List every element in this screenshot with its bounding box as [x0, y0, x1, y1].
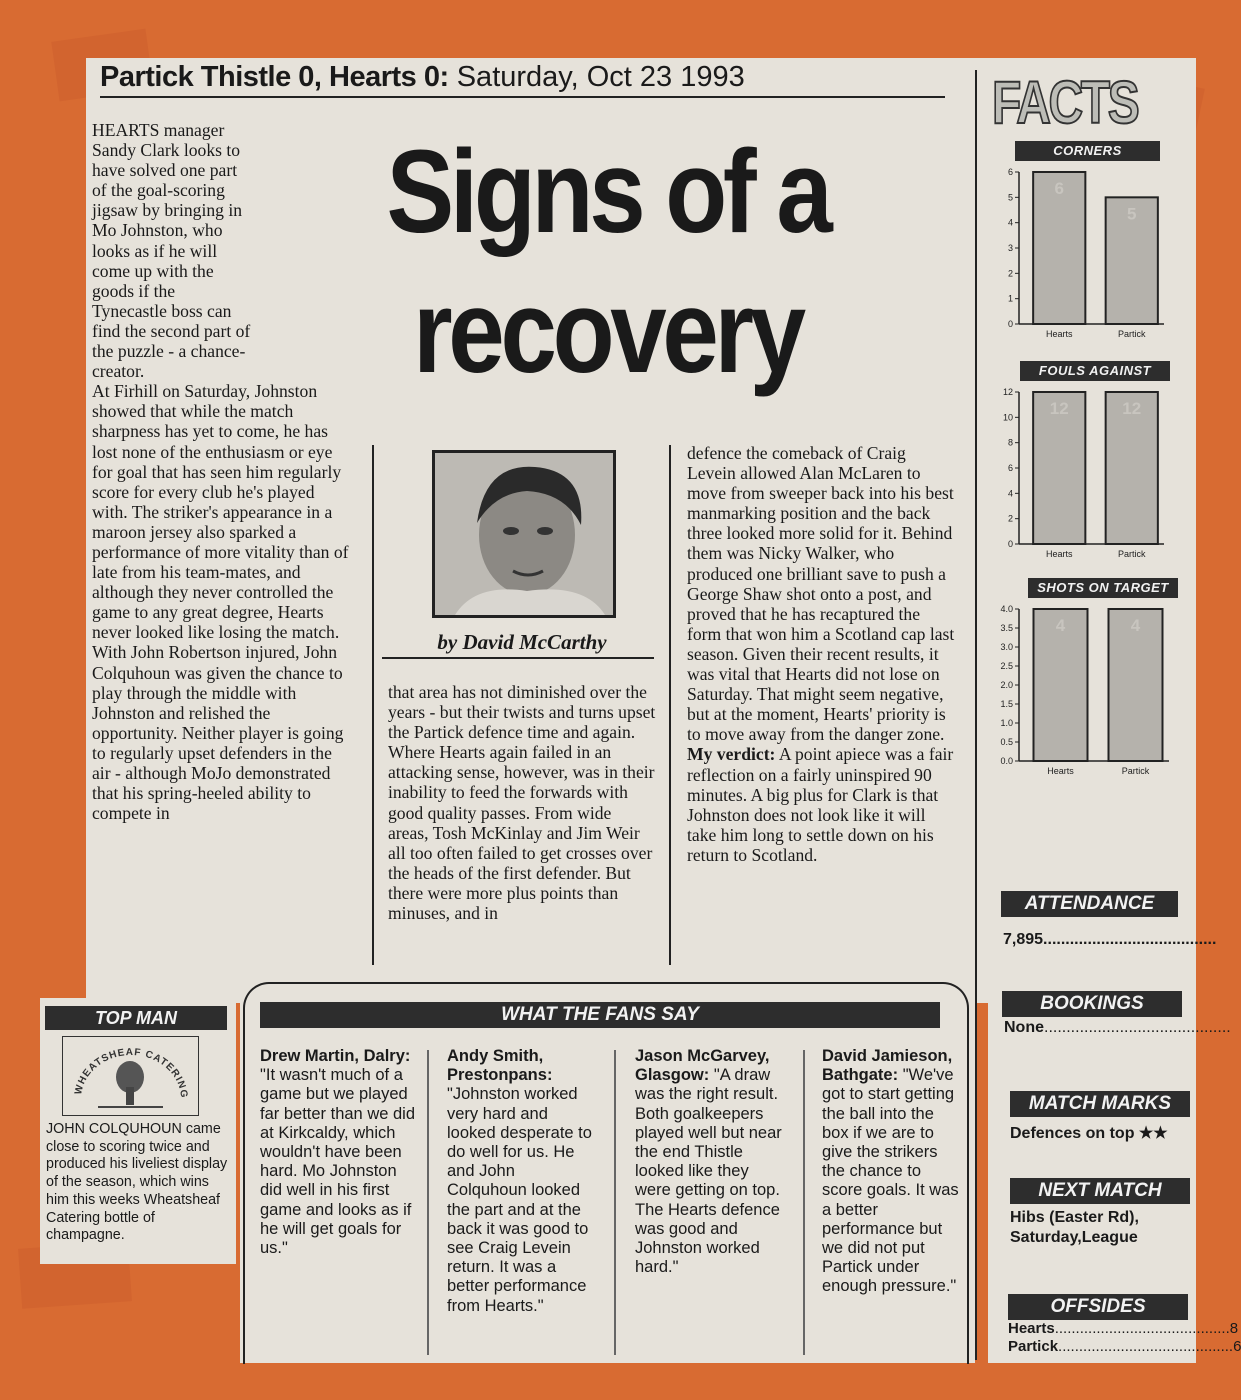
y-tick-label: 10: [1002, 412, 1013, 423]
y-tick-label: 1.0: [1000, 718, 1013, 728]
fan-3-name: Jason McGarvey, Glasgow:: [635, 1047, 770, 1085]
attendance-dots: .......................................: [1043, 931, 1217, 948]
top-man-name: JOHN COLQUHOUN: [46, 1121, 182, 1137]
wheatsheaf-logo: [62, 1036, 199, 1116]
bar-value-label: 5: [1127, 204, 1137, 224]
verdict: [687, 744, 957, 865]
match-marks-label: MATCH MARKS: [1010, 1091, 1190, 1117]
offsides-label: OFFSIDES: [1008, 1294, 1188, 1320]
wheatsheaf-logo-text: WHEATSHEAF CATERING: [73, 1046, 190, 1100]
match-score: Partick Thistle 0, Hearts 0:: [100, 61, 449, 93]
corners-chart: [995, 164, 1170, 344]
offsides-dots-hearts: ..........................................: [1054, 1320, 1230, 1337]
shots-chart: [995, 601, 1175, 781]
bar-value-label: 4: [1130, 616, 1141, 635]
y-tick-label: 4: [1007, 217, 1013, 228]
byline: by David McCarthy: [437, 630, 607, 654]
match-header: [100, 58, 945, 98]
article-body-3: defence the comeback of Craig Levein allowed Alan McLaren to move from sweeper back into his best manmarking position and the back three looked more solid for it. Behind them was Nicky Walker, who produced one brilliant save to push a George Shaw shot onto a post, and proved that he has recaptured the form that won him a Scotland cap last season. Given their recent results, it was vital that Hearts did not lose on Saturday. That might seem negative, but at the moment, Hearts' priority is to move away from the danger zone.: [687, 443, 955, 745]
bar-value-label: 6: [1054, 179, 1064, 198]
bookings-dots: ..........................................: [1044, 1019, 1231, 1036]
match-marks-value: Defences on top: [1010, 1125, 1135, 1142]
fans-rule-3: [803, 1050, 805, 1355]
next-match-line-2: Saturday,League: [1010, 1229, 1138, 1246]
y-tick-label: 3.0: [1000, 642, 1013, 652]
y-tick-label: 6: [1007, 463, 1013, 473]
match-marks-row: [1010, 1124, 1190, 1144]
fan-quote-3: [635, 1047, 785, 1277]
article-body-2: that area has not diminished over the years - but their twists and turns upset the Partick defence time and again. Where Hearts again failed in an attacking sense, however, was in their inability to feed the forwards with good quality passes. From wide areas, Tosh McKinlay and Jim Weir all too often failed to get crosses over the heads of the first defender. But there were more plus points than minuses, and in: [388, 682, 656, 924]
bookings-value: None: [1004, 1019, 1044, 1036]
column-rule-1: [372, 445, 374, 965]
offsides-value-hearts: 8: [1229, 1320, 1239, 1337]
chart-title-corners: CORNERS: [1015, 141, 1160, 161]
fans-rule-1: [427, 1050, 429, 1355]
top-man-description: came close to scoring twice and produced his liveliest display of the season, which wins him this weeks Wheatsheaf Catering bottle of champagne.: [46, 1121, 228, 1244]
fan-4-quote: "We've got to start getting the ball into the box if we are to give the strikers the chance to score goals. It was a better performance but we did not put Partick under enough pressure.": [822, 1066, 959, 1296]
y-tick-label: 6: [1007, 167, 1013, 177]
column-rule-2: [669, 445, 671, 965]
next-match-text: [1010, 1208, 1190, 1248]
facts-rule: [975, 70, 977, 1360]
y-tick-label: 12: [1002, 387, 1013, 397]
offsides-row-partick: [1008, 1338, 1241, 1356]
fouls-chart: [995, 384, 1170, 564]
y-tick-label: 0: [1007, 319, 1013, 329]
y-tick-label: 0: [1007, 539, 1013, 549]
next-match-label: NEXT MATCH: [1010, 1178, 1190, 1204]
y-tick-label: 2.5: [1000, 661, 1013, 671]
bookings-label: BOOKINGS: [1002, 991, 1182, 1017]
x-tick-label: Partick: [1117, 549, 1146, 559]
attendance-label: ATTENDANCE: [1001, 891, 1178, 917]
fan-4-name: David Jamieson, Bathgate:: [822, 1047, 953, 1085]
y-tick-label: 3: [1007, 243, 1013, 253]
attendance-value: 7,895: [1003, 931, 1044, 948]
article-column-1: [92, 120, 354, 823]
top-man-text: [46, 1121, 232, 1245]
article-column-3: [687, 443, 957, 865]
portrait-image: [435, 453, 613, 615]
byline-rule: [382, 657, 654, 659]
offsides-value-partick: 6: [1233, 1338, 1241, 1355]
match-marks-stars: ★★: [1138, 1125, 1168, 1142]
headline-line-1: Signs of a: [386, 126, 829, 258]
article-body-1: At Firhill on Saturday, Johnston showed that while the match sharpness has yet to come, he has lost none of the enthusiasm or eye for goal that has seen him regularly score for every club he's played with. The striker's appearance in a maroon jersey also sparked a performance of more vitality than of late from his team-mates, and although they never controlled the game to any great degree, Hearts never looked like losing the match. With John Robertson injured, John Colquhoun was given the chance to play through the middle with Johnston and relished the opportunity. Neither player is going to regularly upset defenders in the air - although MoJo demonstrated that his spring-heeled ability to compete in: [92, 381, 349, 824]
offsides-row-hearts: [1008, 1320, 1239, 1338]
x-tick-label: Hearts: [1045, 549, 1073, 559]
y-tick-label: 1.5: [1000, 699, 1013, 709]
top-man-label: TOP MAN: [45, 1006, 227, 1030]
fan-quote-2: [447, 1047, 597, 1316]
article-column-2: [388, 682, 656, 923]
offsides-team-partick: Partick: [1008, 1338, 1059, 1355]
fan-3-quote: "A draw was the right result. Both goalkeepers played well but near the end Thistle looked like they were getting on top. The Hearts defence was good and Johnston worked hard.": [635, 1066, 782, 1277]
x-tick-label: Partick: [1117, 329, 1146, 339]
fan-quote-1: [260, 1047, 418, 1258]
y-tick-label: 2: [1007, 268, 1013, 279]
chart-title-fouls: FOULS AGAINST: [1020, 361, 1170, 381]
y-tick-label: 5: [1007, 192, 1013, 203]
wheatsheaf-logo-image: [63, 1037, 198, 1115]
attendance-row: [1003, 930, 1217, 950]
y-tick-label: 4.0: [1000, 604, 1013, 614]
bar-value-label: 4: [1055, 616, 1066, 635]
x-tick-label: Partick: [1121, 766, 1150, 776]
y-tick-label: 0.0: [1000, 756, 1013, 766]
fan-1-name: Drew Martin, Dalry:: [260, 1047, 411, 1065]
offsides-dots-partick: ..........................................: [1058, 1338, 1234, 1355]
fans-label: WHAT THE FANS SAY: [260, 1002, 940, 1028]
y-tick-label: 2: [1007, 513, 1013, 524]
y-tick-label: 2.0: [1000, 680, 1013, 690]
y-tick-label: 1: [1007, 293, 1013, 304]
next-match-line-1: Hibs (Easter Rd),: [1010, 1209, 1139, 1226]
fans-rule-2: [614, 1050, 616, 1355]
x-tick-label: Hearts: [1045, 329, 1073, 339]
fan-2-quote: "Johnston worked very hard and looked desperate to do well for us. He and John Colquhoun looked the part and at the back it was good to see Craig Levein return. It was a better performance from Hearts.": [447, 1085, 592, 1315]
y-tick-label: 4: [1007, 488, 1013, 499]
fan-2-name: Andy Smith, Prestonpans:: [447, 1047, 553, 1085]
facts-title: FACTS: [992, 69, 1138, 136]
author-photo: [432, 450, 616, 618]
bar-value-label: 12: [1122, 399, 1142, 418]
offsides-team-hearts: Hearts: [1008, 1320, 1055, 1337]
fan-quote-4: [822, 1047, 962, 1297]
bookings-row: [1004, 1018, 1231, 1038]
verdict-text: A point apiece was a fair reflection on a fairly uninspired 90 minutes. A big plus for Clark is that Johnston does not look like it will take him long to settle down on his return to Scotland.: [687, 744, 954, 865]
bar-value-label: 12: [1049, 399, 1069, 418]
fan-1-quote: "It wasn't much of a game but we played far better than we did at Kirkcaldy, which wouldn't have been hard. Mo Johnston did well in his first game and looks as if he will get goals for us.": [260, 1066, 416, 1258]
offsides-table: [1008, 1320, 1241, 1356]
x-tick-label: Hearts: [1047, 766, 1074, 776]
y-tick-label: 0.5: [1000, 737, 1013, 747]
verdict-label: My verdict:: [687, 744, 776, 765]
chart-title-shots: SHOTS ON TARGET: [1028, 578, 1178, 598]
match-date: Saturday, Oct 23 1993: [456, 61, 745, 93]
article-lead: HEARTS manager Sandy Clark looks to have solved one part of the goal-scoring jigsaw by bringing in Mo Johnston, who looks as if he will come up with the goods if the Tynecastle boss can find the second part of the puzzle - a chance-creator.: [92, 120, 251, 382]
headline-line-2: recovery: [413, 266, 802, 398]
y-tick-label: 3.5: [1000, 623, 1013, 633]
y-tick-label: 8: [1007, 437, 1013, 448]
